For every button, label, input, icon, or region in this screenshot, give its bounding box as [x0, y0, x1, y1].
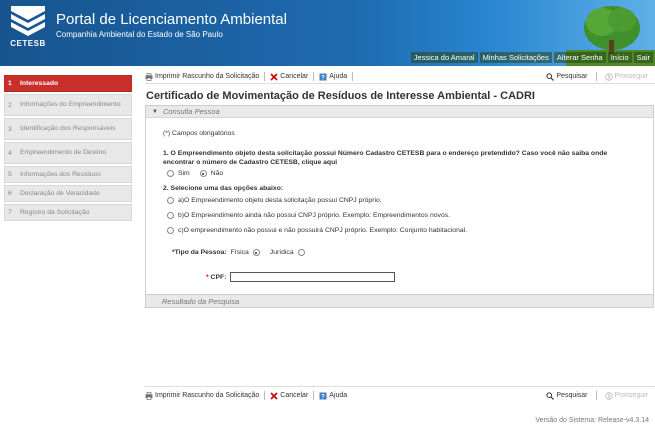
- tipo-fisica-radio[interactable]: [253, 249, 260, 256]
- print-draft-button[interactable]: [145, 392, 259, 400]
- resultado-pesquisa-title: Resultado da Pesquisa: [162, 296, 240, 306]
- tipo-pessoa-row: [172, 249, 305, 256]
- step-interessado[interactable]: [4, 75, 132, 92]
- help-icon: [319, 73, 327, 81]
- next-icon: [605, 392, 613, 400]
- step-number: 7: [8, 209, 12, 216]
- print-draft-button[interactable]: [145, 73, 259, 81]
- system-version: Versão do Sistema: Release-v4.3.14: [535, 417, 649, 424]
- step-declaracao-veracidade[interactable]: [4, 185, 132, 202]
- step-empreendimento-destino[interactable]: [4, 142, 132, 164]
- cancel-label: Cancelar: [280, 392, 309, 399]
- next-button[interactable]: [605, 73, 648, 81]
- close-icon: [270, 73, 278, 81]
- change-password-link[interactable]: Alterar Senha: [554, 52, 606, 63]
- portal-subtitle: Companhia Ambiental do Estado de São Paulo: [56, 30, 223, 39]
- search-button[interactable]: [546, 392, 587, 400]
- svg-text:?: ?: [321, 75, 326, 81]
- close-icon: [270, 392, 278, 400]
- step-informacoes-residuos[interactable]: [4, 166, 132, 183]
- toolbar-divider: [596, 72, 597, 81]
- search-icon: [546, 392, 554, 400]
- step-label: Informações dos Resíduos: [20, 170, 101, 178]
- help-label: Ajuda: [329, 392, 348, 399]
- step-number: 5: [8, 171, 12, 178]
- home-link[interactable]: Início: [608, 52, 632, 63]
- logo-text: CETESB: [10, 39, 46, 48]
- logout-link[interactable]: Sair: [634, 52, 653, 63]
- next-label: Prosseguir: [614, 73, 648, 80]
- tipo-juridica-label: Jurídica: [269, 249, 294, 256]
- help-button[interactable]: [319, 392, 347, 400]
- search-button[interactable]: [546, 73, 587, 81]
- option-b-radio[interactable]: [167, 212, 174, 219]
- step-label: Identificação dos Responsáveis: [20, 125, 116, 132]
- question-1-line-1: 1. O Empreendimento objeto desta solicitação possui Número Cadastro CETESB para o endereço pretendido? Caso você não saiba onde: [163, 150, 608, 157]
- step-registro-solicitacao[interactable]: [4, 204, 132, 221]
- step-label: Empreendimento de Destino: [20, 149, 107, 156]
- toolbar-divider: [596, 391, 597, 400]
- printer-icon: [145, 392, 153, 400]
- step-label: Informações do Empreendimento: [20, 101, 121, 108]
- tipo-pessoa-label: *Tipo da Pessoa:: [172, 249, 227, 256]
- option-c-radio[interactable]: [167, 227, 174, 234]
- step-number: 3: [8, 125, 12, 133]
- option-a-radio[interactable]: [167, 197, 174, 204]
- tipo-juridica-radio[interactable]: [298, 249, 305, 256]
- consulta-pessoa-header[interactable]: [146, 106, 653, 118]
- search-label: Pesquisar: [556, 392, 588, 399]
- next-label: Prosseguir: [614, 392, 648, 399]
- consulta-pessoa-title: Consulta Pessoa: [162, 107, 220, 116]
- help-label: Ajuda: [329, 73, 348, 80]
- collapse-triangle-icon: ▼: [152, 108, 158, 115]
- wizard-steps: [4, 75, 132, 223]
- step-label: Declaração de Veracidade: [20, 189, 100, 197]
- print-draft-label: Imprimir Rascunho da Solicitação: [155, 392, 260, 399]
- cetesb-logo: [8, 6, 48, 50]
- resultado-pesquisa-panel[interactable]: [145, 294, 654, 308]
- cpf-input[interactable]: [230, 272, 395, 282]
- step-identificacao-responsaveis[interactable]: [4, 118, 132, 140]
- app-header: [0, 0, 655, 66]
- option-b-row: [167, 212, 450, 219]
- question-1-line-2[interactable]: encontrar o número de Cadastro CETESB, clique aqui: [163, 159, 338, 166]
- cancel-label: Cancelar: [280, 73, 309, 80]
- page-title: Certificado de Movimentação de Resíduos de Interesse Ambiental - CADRI: [146, 90, 535, 102]
- question-2: 2. Selecione uma das opções abaixo:: [163, 185, 284, 192]
- user-name-link[interactable]: Jessica do Amaral: [411, 52, 478, 63]
- portal-title: Portal de Licenciamento Ambiental: [56, 11, 287, 28]
- search-icon: [546, 73, 554, 81]
- printer-icon: [145, 73, 153, 81]
- q1-yes-label: Sim: [178, 170, 190, 177]
- consulta-pessoa-panel: [145, 105, 654, 295]
- step-number: 6: [8, 190, 12, 197]
- top-toolbar: [145, 70, 655, 84]
- option-c-row: [167, 227, 467, 234]
- step-number: 1: [8, 80, 12, 87]
- q1-yes-radio[interactable]: [167, 170, 174, 177]
- next-button[interactable]: [605, 392, 648, 400]
- next-icon: [605, 73, 613, 81]
- my-requests-link[interactable]: Minhas Solicitações: [480, 52, 552, 63]
- step-label: Registro da Solicitação: [20, 208, 90, 216]
- search-label: Pesquisar: [556, 73, 588, 80]
- toolbar-divider: [313, 72, 314, 81]
- print-draft-label: Imprimir Rascunho da Solicitação: [155, 73, 260, 80]
- option-c-label: c)O empreendimento não possui e não possuirá CNPJ próprio. Exemplo: Conjunto habitacional.: [178, 227, 468, 234]
- svg-text:?: ?: [321, 394, 326, 400]
- toolbar-divider: [313, 391, 314, 400]
- question-1: [163, 149, 653, 167]
- tipo-fisica-label: Física: [230, 249, 249, 256]
- toolbar-divider: [264, 391, 265, 400]
- toolbar-divider: [352, 72, 353, 81]
- cancel-button[interactable]: [270, 73, 308, 81]
- q1-no-label: Não: [210, 170, 224, 177]
- q1-no-radio[interactable]: [200, 170, 207, 177]
- cancel-button[interactable]: [270, 392, 308, 400]
- user-nav: [411, 52, 653, 63]
- step-label: Interessado: [20, 79, 59, 87]
- cpf-label: * CPF:: [206, 274, 227, 281]
- step-number: 4: [8, 149, 12, 157]
- step-number: 2: [8, 101, 12, 109]
- bottom-toolbar: [145, 386, 655, 402]
- toolbar-divider: [264, 72, 265, 81]
- help-icon: [319, 392, 327, 400]
- step-informacoes-empreendimento[interactable]: [4, 94, 132, 116]
- q1-radio-group: [167, 170, 223, 177]
- option-b-label: b)O Empreendimento ainda não possui CNPJ próprio. Exemplo: Empreendimentos novos.: [178, 212, 451, 219]
- help-button[interactable]: [319, 73, 347, 81]
- option-a-row: [167, 197, 382, 204]
- required-note: (*) Campos obrigatórios: [163, 130, 235, 137]
- option-a-label: a)O Empreendimento objeto desta solicitação possui CNPJ próprio.: [178, 197, 382, 204]
